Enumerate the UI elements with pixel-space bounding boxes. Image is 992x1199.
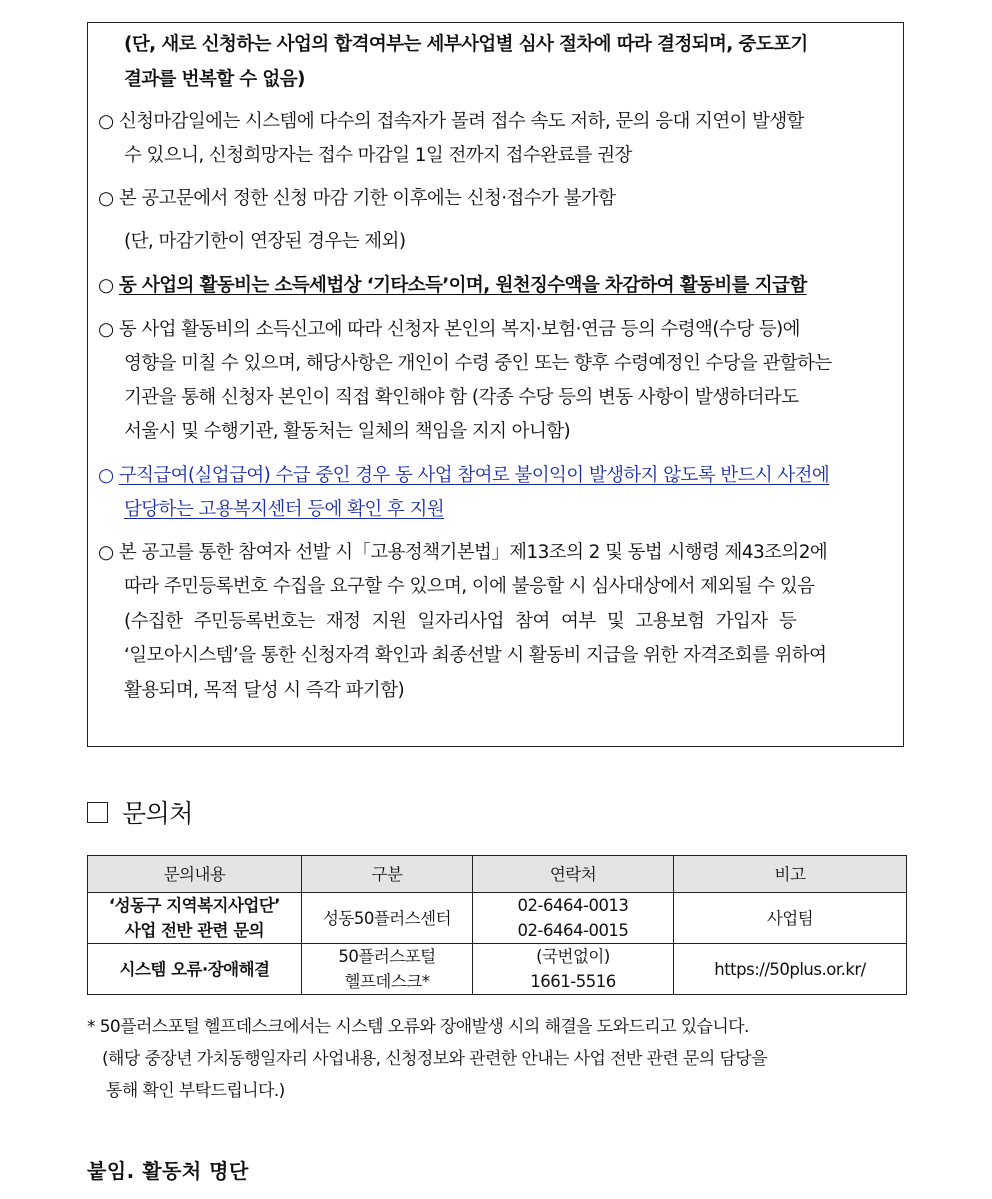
circle-bullet-icon: ○ — [98, 188, 114, 209]
footnote-line: 통해 확인 부탁드립니다.) — [106, 1081, 285, 1101]
notice-line: 서울시 및 수행기관, 활동처는 일체의 책임을 지지 아니함) — [124, 421, 571, 442]
notice-line: 따라 주민등록번호 수집을 요구할 수 있으며, 이에 불응할 시 심사대상에서 제외될 수 있음 — [124, 576, 815, 597]
notice-box — [87, 22, 904, 747]
table-row — [88, 944, 907, 995]
column-header: 문의내용 — [88, 856, 302, 893]
phone-number: 02-6464-0013 — [517, 896, 629, 915]
notice-bullet-item-income: ○ 동 사업의 활동비는 소득세법상 ‘기타소득’이며, 원천징수액을 차감하여 활동비를 지급함 — [98, 275, 807, 296]
website-link[interactable]: https://50plus.or.kr/ — [674, 944, 907, 995]
notice-bullet-item: ○ 본 공고문에서 정한 신청 마감 기한 이후에는 신청·접수가 불가함 — [98, 188, 616, 209]
notice-bullet-item-unemployment: ○ 구직급여(실업급여) 수급 중인 경우 동 사업 참여로 불이익이 발생하지 않도록 반드시 사전에 — [98, 465, 830, 486]
notice-line: (단, 새로 신청하는 사업의 합격여부는 세부사업별 심사 절차에 따라 결정되며, 중도포기 — [124, 34, 808, 55]
column-header: 구분 — [302, 856, 473, 893]
contact-cell — [473, 893, 674, 944]
division-cell: 성동50플러스센터 — [302, 893, 473, 944]
notice-line: 기관을 통해 신청자 본인이 직접 확인해야 함 (각종 수당 등의 변동 사항이 발생하더라도 — [124, 387, 799, 408]
phone-number: 02-6464-0015 — [517, 921, 629, 940]
attachment-heading: 붙임. 활동처 명단 — [87, 1159, 249, 1183]
table-row — [88, 893, 907, 944]
circle-bullet-icon: ○ — [98, 111, 114, 132]
column-header: 비고 — [674, 856, 907, 893]
notice-line: 영향을 미칠 수 있으며, 해당사항은 개인이 수령 중인 또는 향후 수령예정인 수당을 관할하는 — [124, 353, 832, 374]
notice-line: 활용되며, 목적 달성 시 즉각 파기함) — [124, 680, 405, 701]
checkbox-square-icon — [87, 802, 108, 823]
table-header-row — [88, 856, 907, 893]
circle-bullet-icon: ○ — [98, 275, 114, 296]
contact-table — [87, 855, 907, 995]
division-cell: 50플러스포털 헬프데스크* — [302, 944, 473, 995]
phone-number: 1661-5516 — [530, 972, 616, 991]
notice-bullet-item: ○ 동 사업 활동비의 소득신고에 따라 신청자 본인의 복지·보험·연금 등의 수령액(수당 등)에 — [98, 319, 800, 340]
circle-bullet-icon: ○ — [98, 319, 114, 340]
notice-line: 담당하는 고용복지센터 등에 확인 후 지원 — [124, 499, 445, 520]
section-title-contact: 문의처 — [87, 798, 193, 830]
circle-bullet-icon: ○ — [98, 542, 114, 563]
inquiry-cell: 시스템 오류·장애해결 — [88, 944, 302, 995]
contact-cell: (국번없이) 1661-5516 — [473, 944, 674, 995]
note-cell: 사업팀 — [674, 893, 907, 944]
column-header: 연락처 — [473, 856, 674, 893]
footnote-line: (해당 중장년 가치동행일자리 사업내용, 신청정보와 관련한 안내는 사업 전반 관련 문의 담당을 — [102, 1049, 767, 1069]
notice-line: 결과를 번복할 수 없음) — [124, 69, 305, 90]
notice-line: (수집한 주민등록번호는 재정 지원 일자리사업 참여 여부 및 고용보험 가입자 등 — [124, 611, 797, 632]
notice-bullet-item: ○ 본 공고를 통한 참여자 선발 시「고용정책기본법」제13조의 2 및 동법 시행령 제43조의2에 — [98, 542, 828, 563]
notice-bullet-item: ○ 신청마감일에는 시스템에 다수의 접속자가 몰려 접수 속도 저하, 문의 응대 지연이 발생할 — [98, 111, 804, 132]
notice-line: (단, 마감기한이 연장된 경우는 제외) — [124, 231, 406, 252]
footnote-line: * 50플러스포털 헬프데스크에서는 시스템 오류와 장애발생 시의 해결을 도와드리고 있습니다. — [87, 1017, 749, 1037]
notice-line: 수 있으니, 신청희망자는 접수 마감일 1일 전까지 접수완료를 권장 — [124, 145, 632, 166]
inquiry-cell: ‘성동구 지역복지사업단’ 사업 전반 관련 문의 — [88, 893, 302, 944]
notice-line: ‘일모아시스템’을 통한 신청자격 확인과 최종선발 시 활동비 지급을 위한 자격조회를 위하여 — [124, 645, 827, 666]
circle-bullet-icon: ○ — [98, 465, 114, 486]
